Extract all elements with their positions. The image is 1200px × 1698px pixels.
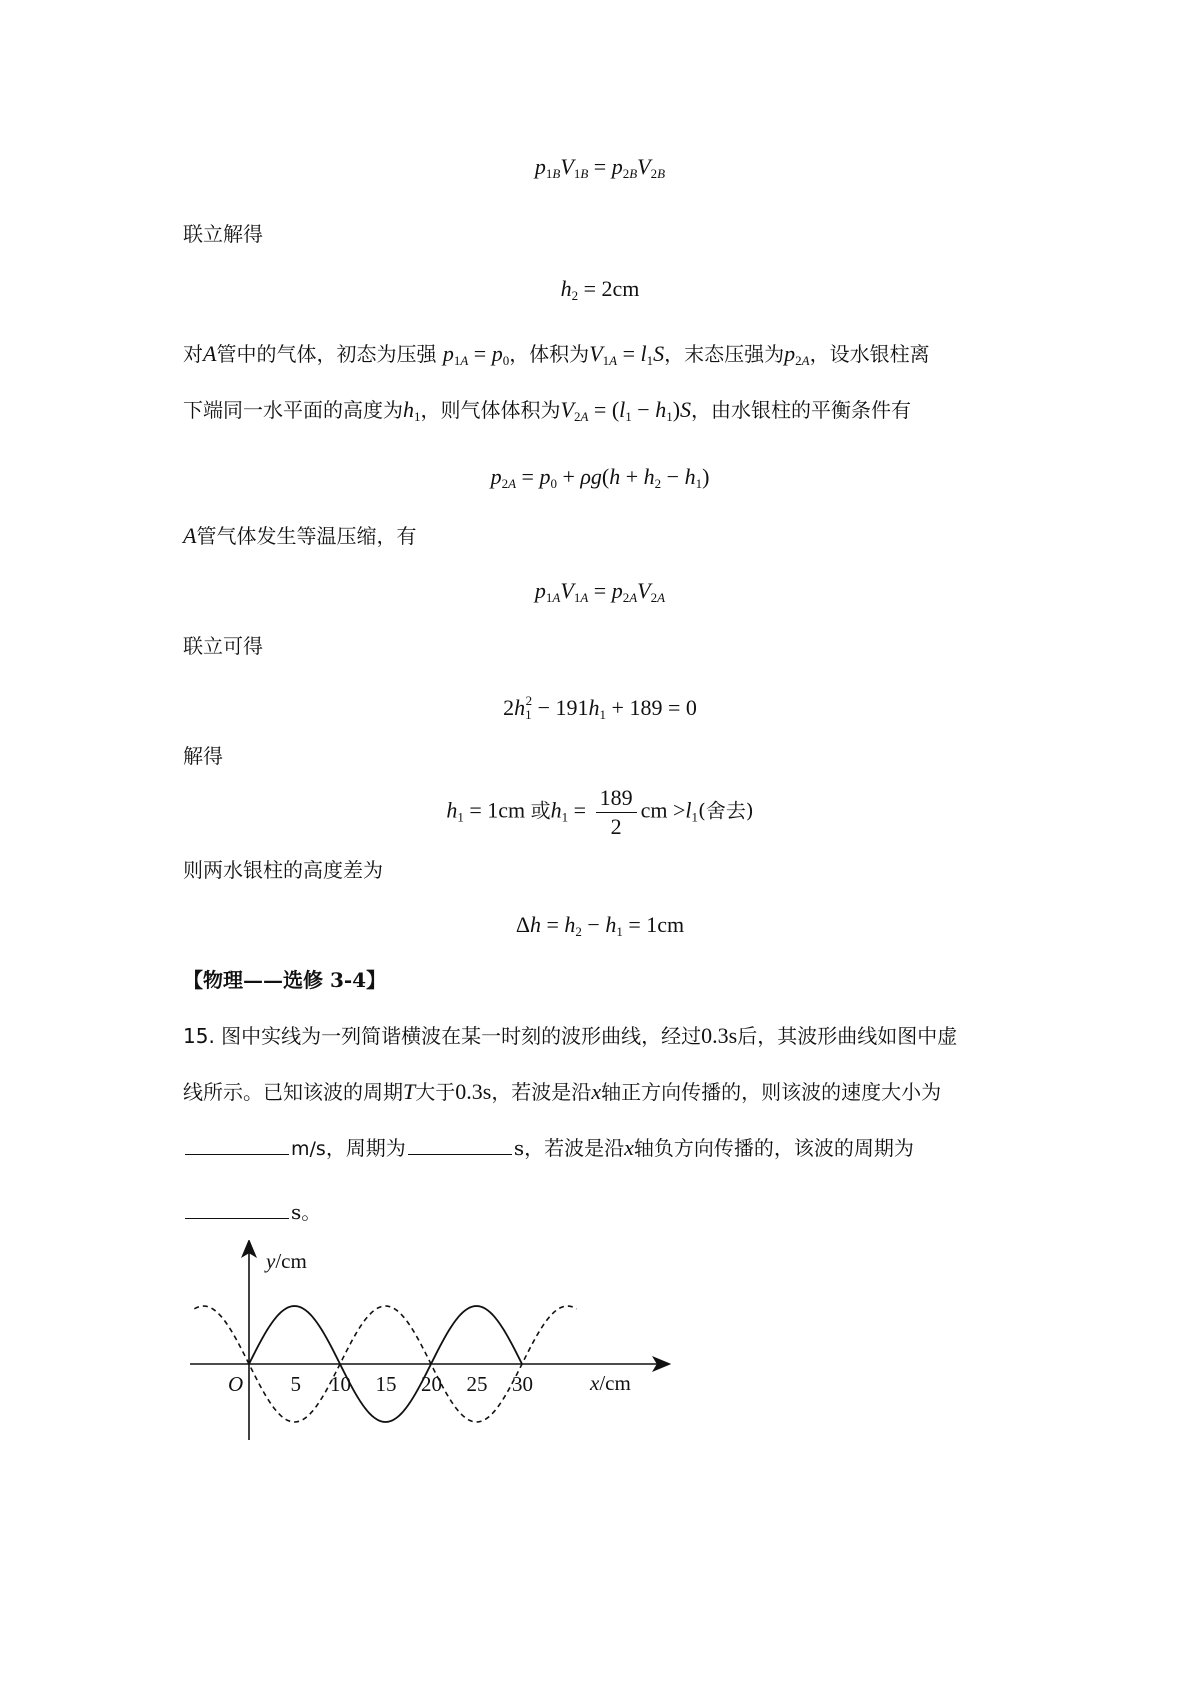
text-jiede: 解得 bbox=[183, 744, 223, 768]
x-tick-label: 30 bbox=[512, 1372, 533, 1396]
origin-label: O bbox=[228, 1372, 244, 1396]
equation-p2a: $p_{2A} = p_0 + \rho g(h + h_2 - h_1)$ bbox=[490, 464, 710, 491]
x-tick-label: 15 bbox=[375, 1372, 397, 1396]
y-axis-label: y/cm bbox=[266, 1249, 307, 1273]
equation-delta-h: $\Delta h = h_2 - h_1 = 1cm$ bbox=[515, 912, 685, 939]
question-15-line-4: s。 bbox=[183, 1198, 321, 1226]
text-lianli-kede: 联立可得 bbox=[183, 634, 263, 658]
x-tick-label: 20 bbox=[421, 1372, 442, 1396]
section-heading: 【物理——选修 3-4】 bbox=[183, 968, 387, 992]
wave-chart bbox=[190, 1240, 710, 1450]
x-tick-label: 10 bbox=[330, 1372, 351, 1396]
x-axis-label: x/cm bbox=[590, 1371, 631, 1395]
paragraph-a-line-1: 对A管中的气体，初态为压强 $p_{1A} = p_0$，体积为$V_{1A} = l_1S$，末态压强为$p_{2A}$，设水银柱离 bbox=[183, 341, 930, 368]
equation-quadratic: $2h_1^2 - 191h_1 + 189 = 0$ bbox=[503, 693, 697, 722]
question-15-line-2: 线所示。已知该波的周期T大于0.3s，若波是沿x轴正方向传播的，则该波的速度大小为 bbox=[183, 1079, 942, 1104]
answer-blank-period-positive[interactable] bbox=[408, 1134, 512, 1155]
equation-boyle-a: $p_{1A}V_{1A} = p_{2A}V_{2A}$ bbox=[534, 578, 666, 605]
equation-boyle-b: $p_{1B}V_{1B} = p_{2B}V_{2B}$ bbox=[534, 154, 666, 181]
x-tick-label: 5 bbox=[290, 1372, 301, 1396]
equation-h2: $h_2 = 2cm$ bbox=[560, 276, 640, 303]
question-15-line-1: 15. 图中实线为一列简谐横波在某一时刻的波形曲线，经过0.3s后，其波形曲线如图中虚 bbox=[183, 1023, 958, 1048]
question-15-line-3: m/s，周期为 s，若波是沿x轴负方向传播的，该波的周期为 bbox=[183, 1134, 914, 1163]
answer-blank-period-negative[interactable] bbox=[185, 1198, 289, 1219]
text-lianli-jiede: 联立解得 bbox=[183, 222, 263, 246]
paragraph-a-line-2: 下端同一水平面的高度为$h_1$，则气体体积为$V_{2A} = (l_1 - h_1)S$，由水银柱的平衡条件有 bbox=[183, 397, 912, 424]
x-tick-label: 25 bbox=[466, 1372, 488, 1396]
text-height-diff: 则两水银柱的高度差为 bbox=[183, 858, 383, 882]
text-a-isothermal: A管气体发生等温压缩，有 bbox=[183, 523, 417, 548]
answer-blank-speed[interactable] bbox=[185, 1134, 289, 1155]
equation-h1-solution: $h_1 = 1cm$ 或$h_1$ = $\frac{189}{2}$ cm $>l_1$(舍去) bbox=[446, 785, 754, 839]
